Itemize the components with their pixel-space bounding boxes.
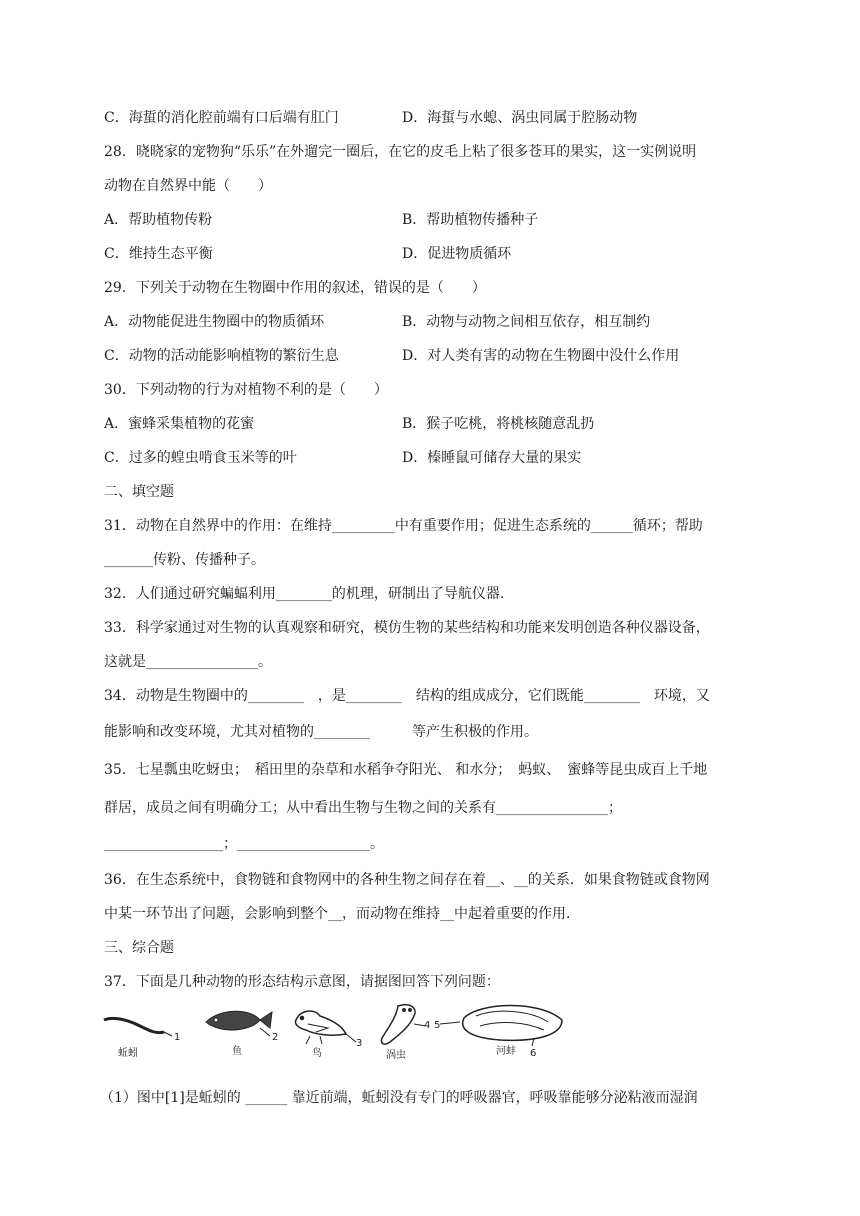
- q34-line1: 34．动物是生物圈中的________ ，是________ 结构的组成成分，它们既能________ 环境，又: [104, 688, 710, 704]
- q29-option-b: B．动物与动物之间相互依存，相互制约: [402, 314, 651, 330]
- q36-line2: 中某一环节出了问题，会影响到整个__，而动物在维持__中起着重要的作用．: [104, 906, 580, 922]
- animal-figure-drawing: [100, 998, 770, 1062]
- section-comprehensive-heading: 三、综合题: [104, 940, 174, 956]
- q28-stem-line2: 动物在自然界中能（ ）: [104, 178, 272, 194]
- animal-figure: [100, 998, 770, 1062]
- q27-option-c: C．海蜇的消化腔前端有口后端有肛门: [104, 110, 339, 126]
- q33-line2: 这就是________________。: [104, 654, 272, 670]
- figure-number-4: 4: [424, 1020, 431, 1031]
- q30-option-a: A．蜜蜂采集植物的花蜜: [104, 416, 255, 432]
- q28-option-d: D．促进物质循环: [402, 246, 512, 262]
- q30-option-b: B．猴子吃桃，将桃核随意乱扔: [402, 416, 595, 432]
- q29-option-a: A．动物能促进生物圈中的物质循环: [104, 314, 325, 330]
- q35-line3: _________________；___________________。: [104, 836, 384, 852]
- q29-stem: 29．下列关于动物在生物圈中作用的叙述，错误的是（ ）: [104, 280, 486, 296]
- q31-line2: _______传粉、传播种子。: [104, 552, 265, 568]
- q28-option-c: C．维持生态平衡: [104, 246, 213, 262]
- q37-stem: 37．下面是几种动物的形态结构示意图，请据图回答下列问题：: [104, 974, 500, 990]
- figure-number-6: 6: [530, 1048, 537, 1059]
- section-fill-in-heading: 二、填空题: [104, 484, 174, 500]
- fish-illustration: [206, 1011, 272, 1036]
- q30-option-d: D．榛睡鼠可储存大量的果实: [402, 450, 582, 466]
- figure-label-bird: 鸟: [312, 1048, 322, 1059]
- figure-label-earthworm: 蚯蚓: [118, 1048, 138, 1059]
- q37-sub1: （1）图中[1]是蚯蚓的 ______ 靠近前端，蚯蚓没有专门的呼吸器官，呼吸靠能够分泌粘液而湿润: [100, 1090, 698, 1106]
- q29-option-d: D．对人类有害的动物在生物圈中没什么作用: [402, 348, 680, 364]
- figure-number-2: 2: [272, 1032, 279, 1043]
- q33-line1: 33．科学家通过对生物的认真观察和研究，模仿生物的某些结构和功能来发明创造各种仪器设备，: [104, 620, 710, 636]
- q30-option-c: C．过多的蝗虫啃食玉米等的叶: [104, 450, 297, 466]
- figure-label-planarian: 涡虫: [386, 1050, 406, 1061]
- q35-line2: 群居，成员之间有明确分工；从中看出生物与生物之间的关系有________________；: [104, 800, 622, 816]
- figure-label-mussel: 河蚌: [496, 1046, 516, 1057]
- q28-stem-line1: 28．晓晓家的宠物狗“乐乐”在外遛完一圈后，在它的皮毛上粘了很多苍耳的果实，这一实例说明: [104, 144, 697, 160]
- q28-option-b: B．帮助植物传播种子: [402, 212, 539, 228]
- bird-illustration: [295, 1011, 356, 1044]
- q28-option-a: A．帮助植物传粉: [104, 212, 213, 228]
- q35-line1: 35．七星瓢虫吃蚜虫； 稻田里的杂草和水稻争夺阳光、 和水分； 蚂蚁、 蜜蜂等昆虫成百上千地: [104, 762, 708, 778]
- q36-line1: 36．在生态系统中，食物链和食物网中的各种生物之间存在着__、__的关系．如果食物链或食物网: [104, 872, 710, 888]
- q34-line2: 能影响和改变环境，尤其对植物的________ 等产生积极的作用。: [104, 724, 538, 740]
- q31-line1: 31．动物在自然界中的作用：在维持_________中有重要作用；促进生态系统的______循环；帮助: [104, 518, 703, 534]
- mussel-illustration: [440, 1006, 562, 1047]
- planarian-illustration: [381, 1005, 426, 1044]
- earthworm-illustration: [104, 1018, 172, 1036]
- q29-option-c: C．动物的活动能影响植物的繁衍生息: [104, 348, 339, 364]
- q27-option-d: D．海蜇与水螅、涡虫同属于腔肠动物: [402, 110, 638, 126]
- figure-number-5: 5: [434, 1020, 441, 1031]
- figure-number-3: 3: [356, 1038, 363, 1049]
- q30-stem: 30．下列动物的行为对植物不利的是（ ）: [104, 382, 388, 398]
- figure-label-fish: 鱼: [232, 1046, 242, 1057]
- q32-line: 32．人们通过研究蝙蝠利用________的机理，研制出了导航仪器.: [104, 586, 505, 602]
- figure-number-1: 1: [174, 1032, 181, 1043]
